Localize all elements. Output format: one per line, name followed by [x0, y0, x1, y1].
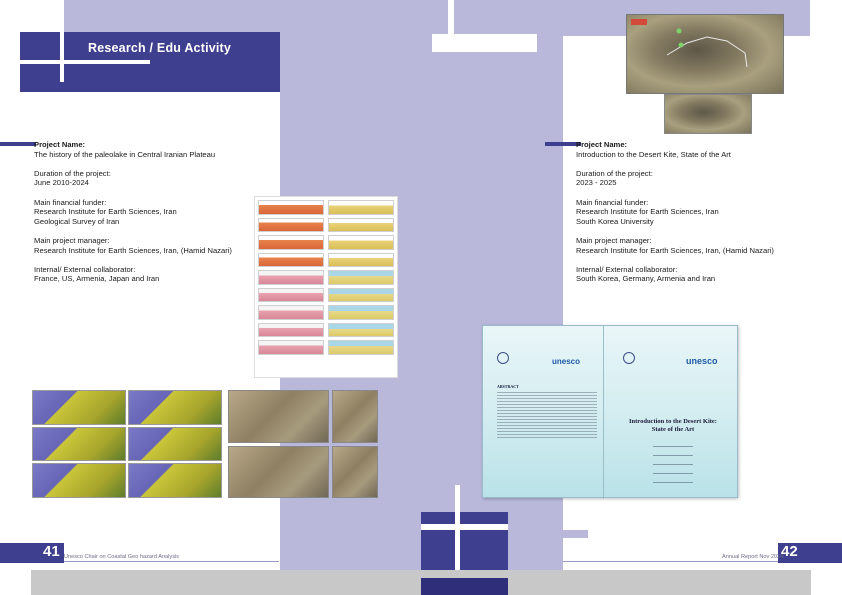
- terrain-model-image: [128, 427, 222, 462]
- left-project-name: The history of the paleolake in Central Iranian Plateau: [34, 149, 216, 159]
- right-funder-label: Main financial funder:: [576, 197, 649, 207]
- right-page-number: 42: [781, 543, 798, 560]
- report-spine-divider: [603, 326, 604, 499]
- profile-strip: [328, 235, 394, 250]
- unesco-emblem-icon: [623, 352, 635, 364]
- profile-strip: [258, 340, 324, 355]
- left-funder-label: Main financial funder:: [34, 197, 107, 207]
- terrain-model-image: [32, 390, 126, 425]
- left-footer-rule: [64, 561, 279, 562]
- satellite-image-grid: [228, 390, 378, 498]
- right-funder-1: Research Institute for Earth Sciences, Iran: [576, 207, 719, 217]
- right-footer-text: Annual Report Nov 2024: [722, 554, 784, 560]
- satellite-image: [228, 446, 329, 499]
- left-collab: France, US, Armenia, Japan and Iran: [34, 274, 160, 284]
- report-front-details: [653, 446, 693, 486]
- profile-strip: [328, 340, 394, 355]
- terrain-model-image: [32, 427, 126, 462]
- profile-strip: [258, 305, 324, 320]
- profile-strip: [258, 200, 324, 215]
- report-back-brand: unesco: [552, 357, 581, 366]
- profile-strip: [258, 288, 324, 303]
- desert-kite-map-image: [626, 14, 784, 94]
- profile-strip: [328, 253, 394, 268]
- report-cover-image: [482, 325, 738, 498]
- terrain-model-grid: [32, 390, 222, 498]
- right-project-label: Project Name:: [576, 140, 628, 149]
- desert-kite-closeup-image: [664, 94, 752, 134]
- right-project-name: Introduction to the Desert Kite, State of the Art: [576, 149, 731, 159]
- terrain-model-image: [128, 390, 222, 425]
- profile-strip: [328, 200, 394, 215]
- left-project-block: [34, 140, 274, 284]
- left-duration: June 2010-2024: [34, 178, 89, 188]
- profile-strip: [258, 323, 324, 338]
- left-footer-text: Unesco Chair on Coastal Geo hazard Analysis: [64, 554, 180, 560]
- bottom-white-strip: [421, 524, 508, 530]
- profile-strip: [258, 235, 324, 250]
- report-front-brand: unesco: [686, 356, 718, 366]
- report-front-title: Introduction to the Desert Kite: State of the Art: [629, 418, 717, 433]
- right-duration: 2023 - 2025: [576, 178, 617, 188]
- top-white-block: [432, 34, 537, 52]
- right-manager-label: Main project manager:: [576, 235, 652, 245]
- right-footer-rule: [563, 561, 778, 562]
- report-abstract-heading: ABSTRACT: [497, 384, 519, 389]
- report-abstract-body: [497, 392, 597, 438]
- right-project-block: [576, 140, 826, 284]
- left-funder-1: Research Institute for Earth Sciences, Iran: [34, 207, 177, 217]
- terrain-model-image: [32, 463, 126, 498]
- profile-strip: [258, 218, 324, 233]
- left-project-marker: [0, 142, 36, 146]
- profile-strip: [328, 323, 394, 338]
- unesco-emblem-icon: [497, 352, 509, 364]
- right-duration-label: Duration of the project:: [576, 168, 653, 178]
- top-lilac-band-left: [62, 0, 282, 32]
- left-manager: Research Institute for Earth Sciences, Iran, (Hamid Nazari): [34, 245, 232, 255]
- profile-strip: [258, 253, 324, 268]
- bottom-navy-wedge: [421, 578, 508, 595]
- satellite-image: [332, 446, 378, 499]
- title-bar-cut: [20, 60, 150, 64]
- right-funder-2: South Korea University: [576, 216, 654, 226]
- right-manager: Research Institute for Earth Sciences, Iran, (Hamid Nazari): [576, 245, 774, 255]
- profile-strip: [258, 270, 324, 285]
- profile-strip: [328, 305, 394, 320]
- left-manager-label: Main project manager:: [34, 235, 110, 245]
- paleolake-profile-charts: [254, 196, 398, 378]
- left-page-number: 41: [43, 543, 60, 560]
- profile-strip: [328, 270, 394, 285]
- left-duration-label: Duration of the project:: [34, 168, 111, 178]
- satellite-image: [228, 390, 329, 443]
- right-collab-label: Internal/ External collaborator:: [576, 264, 678, 274]
- terrain-model-image: [128, 463, 222, 498]
- title-bar-vline: [60, 0, 64, 82]
- satellite-image: [332, 390, 378, 443]
- report-front-logos: [623, 352, 733, 366]
- report-back-logos: [497, 352, 597, 366]
- section-title: Research / Edu Activity: [88, 41, 232, 55]
- left-project-label: Project Name:: [34, 140, 86, 149]
- left-collab-label: Internal/ External collaborator:: [34, 264, 136, 274]
- right-collab: South Korea, Germany, Armenia and Iran: [576, 274, 716, 284]
- profile-strip: [328, 218, 394, 233]
- bottom-lilac-strip: [508, 530, 588, 538]
- left-funder-2: Geological Survey of Iran: [34, 216, 120, 226]
- profile-strip: [328, 288, 394, 303]
- map-overlay-icon: [627, 15, 784, 94]
